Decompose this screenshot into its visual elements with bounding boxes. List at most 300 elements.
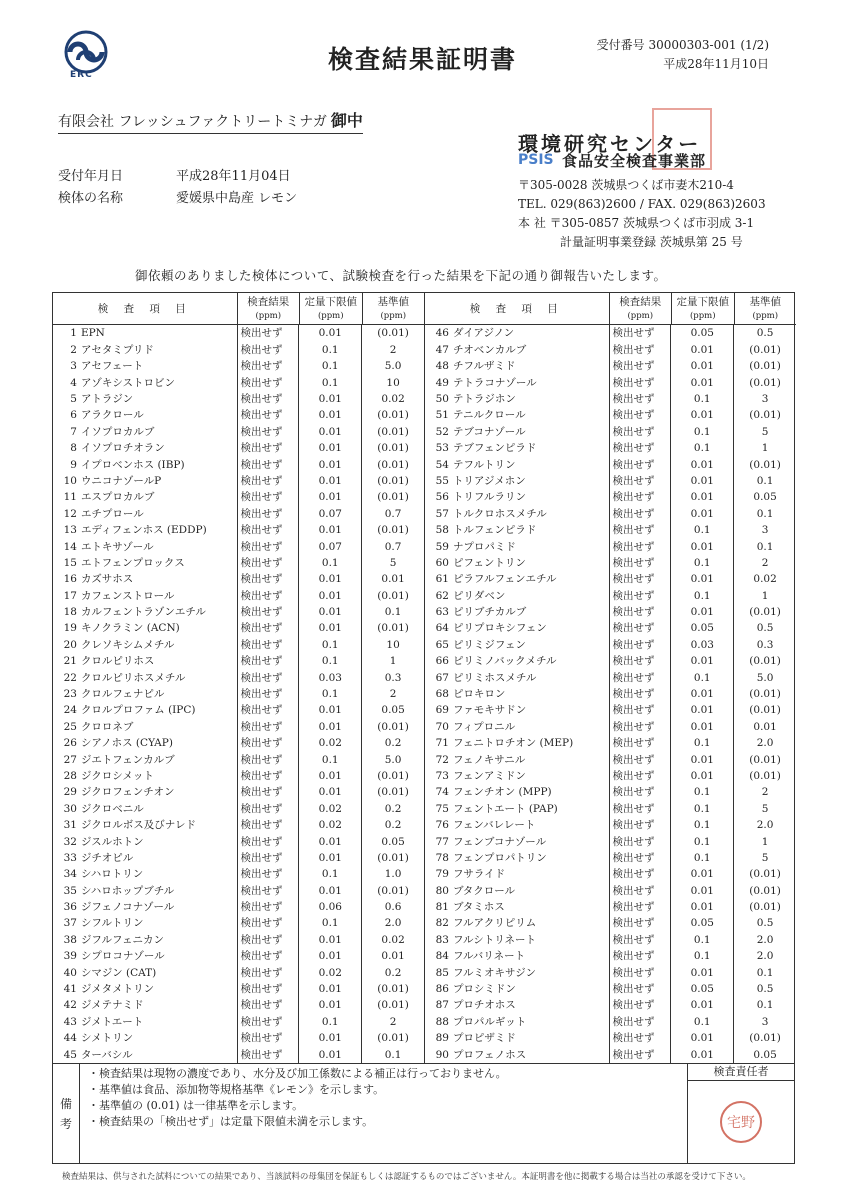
psis-logo: PSIS: [518, 152, 554, 168]
item-standard: 3: [761, 1015, 769, 1028]
item-number: 54: [435, 458, 449, 471]
item-limit: 0.01: [299, 850, 362, 866]
item-number: 65: [435, 638, 449, 651]
table-row: [53, 834, 424, 850]
item-number: 38: [63, 933, 77, 946]
item-result: 検出せず: [610, 653, 672, 669]
received-label: 受付年月日: [58, 169, 124, 184]
table-row: [53, 932, 424, 948]
client-company: 有限会社 フレッシュファクトリートミナガ: [58, 114, 327, 130]
item-result: 検出せず: [238, 539, 300, 555]
item-name: フィプロニル: [451, 719, 610, 735]
table-row: [53, 506, 424, 522]
item-name: ジメトエート: [79, 1014, 238, 1030]
intro-text: 御依頼のありました検体について、試験検査を行った結果を下記の通り御報告いたします。: [135, 268, 667, 283]
item-number: 75: [435, 802, 449, 815]
item-standard: 0.1: [756, 999, 774, 1012]
table-row: [425, 588, 796, 604]
table-row: [53, 1030, 424, 1046]
table-row: [425, 948, 796, 964]
item-result: 検出せず: [610, 424, 672, 440]
table-row: [425, 670, 796, 686]
item-limit: 0.01: [299, 522, 362, 538]
item-name: ナプロパミド: [451, 539, 610, 555]
item-result: 検出せず: [238, 407, 300, 423]
item-number: 50: [435, 392, 449, 405]
item-limit: 0.01: [671, 457, 734, 473]
item-number: 3: [70, 360, 77, 373]
item-number: 59: [435, 540, 449, 553]
item-standard: 0.02: [753, 573, 777, 586]
item-name: フェンアミドン: [451, 768, 610, 784]
item-standard: 2: [389, 1015, 397, 1028]
item-limit: 0.1: [671, 801, 734, 817]
item-name: シハロホップブチル: [79, 883, 238, 899]
item-result: 検出せず: [610, 850, 672, 866]
table-row: [53, 457, 424, 473]
table-row: [425, 539, 796, 555]
table-row: [53, 702, 424, 718]
table-row: [425, 735, 796, 751]
item-limit: 0.01: [671, 358, 734, 374]
item-limit: 0.05: [671, 915, 734, 931]
item-limit: 0.05: [671, 620, 734, 636]
table-row: [53, 784, 424, 800]
item-standard: 1: [761, 835, 769, 848]
results-table: [52, 292, 795, 1064]
item-limit: 0.1: [671, 670, 734, 686]
item-result: 検出せず: [610, 506, 672, 522]
lab-certification: 計量証明事業登録 茨城県第 25 号: [560, 235, 743, 249]
item-result: 検出せず: [610, 948, 672, 964]
item-name: ピリミホスメチル: [451, 670, 610, 686]
page-title: 検査結果証明書: [328, 45, 518, 74]
item-limit: 0.1: [299, 915, 362, 931]
item-result: 検出せず: [610, 620, 672, 636]
item-number: 74: [435, 786, 449, 799]
item-limit: 0.01: [299, 440, 362, 456]
table-row: [53, 620, 424, 636]
item-name: ジクロシメット: [79, 768, 238, 784]
table-row: [53, 752, 424, 768]
item-name: ピリブチカルブ: [451, 604, 610, 620]
item-standard: 0.02: [381, 933, 405, 946]
table-row: [425, 686, 796, 702]
table-row: [53, 391, 424, 407]
item-limit: 0.01: [671, 686, 734, 702]
table-row: [53, 817, 424, 833]
item-number: 8: [70, 442, 77, 455]
table-row: [425, 407, 796, 423]
item-number: 87: [435, 999, 449, 1012]
footer-disclaimer: 検査結果は、供与された試料についての結果であり、当該試料の母集団を保証もしくは認証するものではございません。本証明書を他に掲載する場合は当社の承認を受けて下さい。: [62, 1172, 751, 1182]
item-limit: 0.02: [299, 801, 362, 817]
item-result: 検出せず: [610, 866, 672, 882]
reception-info: [597, 36, 769, 74]
item-limit: 0.01: [299, 571, 362, 587]
item-limit: 0.1: [299, 375, 362, 391]
item-standard: 5.0: [384, 360, 402, 373]
table-row: [53, 604, 424, 620]
item-result: 検出せず: [238, 440, 300, 456]
item-standard: 0.2: [384, 802, 402, 815]
table-row: [425, 506, 796, 522]
item-result: 検出せず: [238, 391, 300, 407]
item-number: 55: [435, 474, 449, 487]
item-result: 検出せず: [238, 686, 300, 702]
item-standard: 3: [761, 392, 769, 405]
item-standard: (0.01): [749, 409, 781, 422]
item-result: 検出せず: [238, 653, 300, 669]
item-standard: (0.01): [377, 491, 409, 504]
item-number: 10: [63, 474, 77, 487]
item-name: フェニトロチオン (MEP): [451, 735, 610, 751]
item-limit: 0.1: [299, 752, 362, 768]
item-limit: 0.03: [671, 637, 734, 653]
item-result: 検出せず: [610, 473, 672, 489]
item-number: 58: [435, 524, 449, 537]
item-limit: 0.01: [299, 604, 362, 620]
table-row: [425, 899, 796, 915]
item-result: 検出せず: [610, 539, 672, 555]
item-result: 検出せず: [238, 342, 300, 358]
item-limit: 0.1: [671, 1014, 734, 1030]
item-number: 11: [63, 491, 77, 504]
item-standard: 0.01: [753, 720, 777, 733]
item-number: 88: [435, 1015, 449, 1028]
item-name: チオベンカルブ: [451, 342, 610, 358]
item-result: 検出せず: [238, 1047, 300, 1063]
item-standard: 1: [761, 589, 769, 602]
item-number: 53: [435, 442, 449, 455]
table-row: [425, 604, 796, 620]
item-name: ピリミジフェン: [451, 637, 610, 653]
item-standard: 0.1: [756, 966, 774, 979]
item-limit: 0.1: [299, 686, 362, 702]
item-name: エスプロカルブ: [79, 489, 238, 505]
item-standard: 10: [386, 376, 400, 389]
sample-label: 検体の名称: [58, 191, 124, 206]
item-limit: 0.01: [671, 653, 734, 669]
item-name: フェンチオン (MPP): [451, 784, 610, 800]
item-result: 検出せず: [238, 834, 300, 850]
item-result: 検出せず: [610, 702, 672, 718]
results-table-left: [53, 293, 425, 1063]
table-row: [425, 866, 796, 882]
item-standard: 10: [386, 638, 400, 651]
header-result: 検査結果 (ppm): [610, 293, 673, 324]
table-row: [53, 473, 424, 489]
item-standard: (0.01): [377, 999, 409, 1012]
table-row: [53, 653, 424, 669]
item-name: ピリダベン: [451, 588, 610, 604]
item-limit: 0.1: [299, 342, 362, 358]
item-result: 検出せず: [238, 522, 300, 538]
table-row: [425, 981, 796, 997]
item-limit: 0.1: [671, 817, 734, 833]
item-result: 検出せず: [610, 932, 672, 948]
table-row: [425, 473, 796, 489]
item-number: 14: [63, 540, 77, 553]
item-number: 5: [70, 392, 77, 405]
item-name: エチプロール: [79, 506, 238, 522]
item-standard: (0.01): [377, 442, 409, 455]
item-result: 検出せず: [610, 588, 672, 604]
item-number: 71: [435, 737, 449, 750]
table-row: [425, 834, 796, 850]
item-result: 検出せず: [238, 424, 300, 440]
item-result: 検出せず: [238, 719, 300, 735]
item-name: テニルクロール: [451, 407, 610, 423]
item-name: フルシトリネート: [451, 932, 610, 948]
item-limit: 0.01: [299, 1047, 362, 1063]
inspector-seal: 宅野: [720, 1101, 762, 1143]
item-number: 82: [435, 917, 449, 930]
item-standard: 0.5: [756, 327, 774, 340]
table-row: [53, 522, 424, 538]
table-row: [425, 965, 796, 981]
item-limit: 0.02: [299, 817, 362, 833]
item-number: 62: [435, 589, 449, 602]
table-row: [53, 965, 424, 981]
item-limit: 0.1: [299, 653, 362, 669]
table-row: [53, 801, 424, 817]
table-row: [425, 883, 796, 899]
table-row: [53, 997, 424, 1013]
item-name: ピリプロキシフェン: [451, 620, 610, 636]
item-limit: 0.1: [671, 834, 734, 850]
item-name: クロルフェナピル: [79, 686, 238, 702]
item-limit: 0.01: [299, 834, 362, 850]
table-row: [425, 915, 796, 931]
item-number: 1: [70, 327, 77, 340]
item-result: 検出せず: [610, 768, 672, 784]
item-result: 検出せず: [238, 588, 300, 604]
item-standard: (0.01): [377, 425, 409, 438]
item-limit: 0.1: [671, 424, 734, 440]
item-number: 67: [435, 671, 449, 684]
item-result: 検出せず: [610, 555, 672, 571]
item-name: ジクロベニル: [79, 801, 238, 817]
item-result: 検出せず: [238, 981, 300, 997]
item-number: 25: [63, 720, 77, 733]
item-limit: 0.01: [299, 325, 362, 341]
note-line: ・検査結果は現物の濃度であり、水分及び加工係数による補正は行っておりません。: [88, 1067, 507, 1080]
logo-text: ERC: [70, 70, 93, 80]
item-name: ジフェノコナゾール: [79, 899, 238, 915]
item-number: 32: [63, 835, 77, 848]
item-standard: 0.01: [381, 573, 405, 586]
item-name: ピラフルフェンエチル: [451, 571, 610, 587]
item-result: 検出せず: [238, 571, 300, 587]
item-result: 検出せず: [610, 637, 672, 653]
item-number: 77: [435, 835, 449, 848]
item-limit: 0.1: [299, 1014, 362, 1030]
item-number: 45: [63, 1048, 77, 1061]
header-limit: 定量下限値 (ppm): [300, 293, 363, 324]
item-standard: 1.0: [384, 868, 402, 881]
item-number: 48: [435, 360, 449, 373]
item-name: テトラコナゾール: [451, 375, 610, 391]
header-standard: 基準値 (ppm): [377, 295, 409, 321]
item-standard: 0.1: [384, 1048, 402, 1061]
item-name: フサライド: [451, 866, 610, 882]
table-row: [425, 391, 796, 407]
item-result: 検出せず: [610, 817, 672, 833]
item-limit: 0.01: [671, 571, 734, 587]
table-row: [425, 1047, 796, 1063]
item-standard: (0.01): [749, 655, 781, 668]
table-row: [425, 342, 796, 358]
item-number: 7: [70, 425, 77, 438]
item-number: 57: [435, 507, 449, 520]
item-limit: 0.01: [671, 1047, 734, 1063]
header-limit: 定量下限値 (ppm): [672, 293, 735, 324]
item-number: 39: [63, 950, 77, 963]
lab-address-line: 〒305-0028 茨城県つくば市妻木210-4: [518, 178, 734, 192]
item-standard: 2: [389, 343, 397, 356]
item-result: 検出せず: [610, 784, 672, 800]
table-row: [53, 686, 424, 702]
table-row: [425, 997, 796, 1013]
item-standard: 0.3: [756, 638, 774, 651]
item-number: 33: [63, 851, 77, 864]
item-number: 89: [435, 1032, 449, 1045]
item-standard: 0.02: [381, 392, 405, 405]
item-limit: 0.1: [671, 784, 734, 800]
item-name: フルミオキサジン: [451, 965, 610, 981]
client-name: [58, 108, 363, 134]
note-line: ・検査結果の「検出せず」は定量下限値未満を示します。: [88, 1115, 374, 1128]
item-name: クロロネブ: [79, 719, 238, 735]
item-standard: 0.5: [756, 622, 774, 635]
item-result: 検出せず: [610, 735, 672, 751]
item-name: テトラジホン: [451, 391, 610, 407]
item-result: 検出せず: [610, 407, 672, 423]
item-standard: 1: [389, 655, 397, 668]
table-header: [425, 293, 796, 325]
item-number: 23: [63, 688, 77, 701]
item-name: ダイアジノン: [451, 325, 610, 341]
item-result: 検出せず: [238, 555, 300, 571]
lab-phone-fax: TEL. 029(863)2600 / FAX. 029(863)2603: [518, 197, 766, 211]
item-limit: 0.01: [671, 719, 734, 735]
item-limit: 0.01: [299, 588, 362, 604]
item-number: 9: [70, 458, 77, 471]
item-number: 21: [63, 655, 77, 668]
item-number: 70: [435, 720, 449, 733]
item-standard: (0.01): [749, 901, 781, 914]
table-row: [425, 457, 796, 473]
item-standard: 2: [761, 556, 769, 569]
item-standard: 5: [761, 851, 769, 864]
item-number: 69: [435, 704, 449, 717]
item-limit: 0.01: [299, 883, 362, 899]
item-name: フルアクリピリム: [451, 915, 610, 931]
item-limit: 0.01: [299, 948, 362, 964]
item-standard: 2.0: [756, 737, 774, 750]
table-row: [53, 489, 424, 505]
item-standard: 5.0: [384, 753, 402, 766]
item-name: シメトリン: [79, 1030, 238, 1046]
item-result: 検出せず: [610, 571, 672, 587]
issue-date: 平成28年11月10日: [663, 57, 769, 71]
lab-name: 環境研究センター: [518, 132, 702, 156]
item-result: 検出せず: [610, 719, 672, 735]
item-standard: 0.1: [756, 474, 774, 487]
item-result: 検出せず: [610, 375, 672, 391]
item-result: 検出せず: [238, 325, 300, 341]
item-limit: 0.01: [299, 997, 362, 1013]
item-result: 検出せず: [610, 899, 672, 915]
item-name: フェントエート (PAP): [451, 801, 610, 817]
item-result: 検出せず: [238, 358, 300, 374]
item-number: 73: [435, 769, 449, 782]
item-result: 検出せず: [610, 752, 672, 768]
item-standard: (0.01): [749, 376, 781, 389]
item-standard: (0.01): [749, 360, 781, 373]
item-number: 61: [435, 573, 449, 586]
item-limit: 0.02: [299, 965, 362, 981]
item-limit: 0.01: [671, 506, 734, 522]
item-limit: 0.01: [671, 489, 734, 505]
item-name: テブコナゾール: [451, 424, 610, 440]
item-limit: 0.01: [299, 784, 362, 800]
item-name: ターバシル: [79, 1047, 238, 1063]
item-name: トルフェンピラド: [451, 522, 610, 538]
item-limit: 0.01: [299, 391, 362, 407]
item-result: 検出せず: [610, 391, 672, 407]
item-standard: 0.2: [384, 737, 402, 750]
item-standard: 5: [389, 556, 397, 569]
item-result: 検出せず: [238, 997, 300, 1013]
table-row: [53, 407, 424, 423]
item-name: カフェンストロール: [79, 588, 238, 604]
item-standard: (0.01): [377, 589, 409, 602]
item-standard: 0.1: [756, 507, 774, 520]
item-standard: (0.01): [749, 884, 781, 897]
item-number: 63: [435, 606, 449, 619]
sample-name: 愛媛県中島産 レモン: [176, 191, 298, 206]
item-name: テフルトリン: [451, 457, 610, 473]
item-result: 検出せず: [238, 784, 300, 800]
item-limit: 0.1: [671, 391, 734, 407]
item-standard: 3: [761, 524, 769, 537]
item-standard: 5: [761, 425, 769, 438]
table-row: [425, 850, 796, 866]
item-number: 68: [435, 688, 449, 701]
item-standard: 2.0: [756, 819, 774, 832]
item-standard: (0.01): [377, 1032, 409, 1045]
item-number: 56: [435, 491, 449, 504]
lab-address: [518, 176, 766, 252]
item-result: 検出せず: [610, 325, 672, 341]
item-result: 検出せず: [238, 1030, 300, 1046]
item-name: カルフェントラゾンエチル: [79, 604, 238, 620]
table-row: [53, 555, 424, 571]
item-result: 検出せず: [238, 948, 300, 964]
lab-department: 食品安全検査事業部: [562, 152, 707, 170]
item-limit: 0.1: [299, 555, 362, 571]
item-name: プロシミドン: [451, 981, 610, 997]
item-number: 22: [63, 671, 77, 684]
item-standard: 0.5: [756, 983, 774, 996]
item-limit: 0.03: [299, 670, 362, 686]
item-result: 検出せず: [238, 850, 300, 866]
item-name: イソプロチオラン: [79, 440, 238, 456]
header-result: 検査結果 (ppm): [238, 293, 301, 324]
item-limit: 0.01: [299, 1030, 362, 1046]
